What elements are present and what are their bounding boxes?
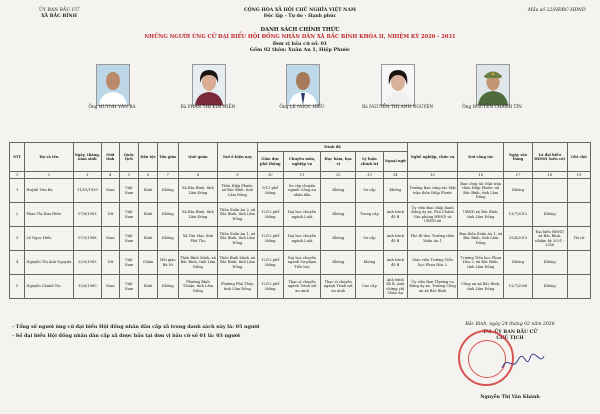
electoral-unit: Đơn vị bầu cử số: 01 bbox=[272, 41, 328, 47]
committee-name-line2: XÃ BẮC BÌNH bbox=[41, 14, 77, 19]
header-cell: Ngày vào Đảng bbox=[504, 143, 532, 172]
form-number: Mẫu số 22/HĐBC-HĐND bbox=[528, 8, 586, 13]
table-cell: 12/7/2006 bbox=[504, 275, 532, 299]
table-cell: Nam bbox=[102, 275, 120, 299]
column-number-cell: 7 bbox=[157, 172, 178, 179]
header-cell: Ghi chú bbox=[567, 143, 590, 172]
handwritten-signature bbox=[500, 352, 546, 374]
table-cell: Đại học chuyên ngành Luật bbox=[283, 227, 320, 251]
table-cell: 2 bbox=[10, 203, 25, 227]
column-number-cell: 17 bbox=[504, 172, 532, 179]
table-cell: 12/12 phổ thông bbox=[257, 275, 283, 299]
header-cell: Dân tộc bbox=[139, 143, 158, 172]
table-cell: Nam bbox=[102, 227, 120, 251]
doc-title: DANH SÁCH CHÍNH THỨC bbox=[260, 27, 340, 33]
table-cell: Ban công tác Mặt trận thôn Hiệp Phước, xã Bắc Bình, tỉnh Lâm Đồng bbox=[458, 179, 504, 203]
table-cell: Không bbox=[321, 203, 356, 227]
column-number-row bbox=[10, 172, 591, 179]
table-cell: Không bbox=[157, 203, 178, 227]
table-cell: Không bbox=[532, 275, 567, 299]
table-cell: 22/9/1985 bbox=[73, 251, 101, 275]
table-cell: Thôn Bình Minh, xã Bắc Bình, tỉnh Lâm Đồng bbox=[218, 251, 257, 275]
total-candidates: - Tổng số người ứng cử đại biểu Hội đồng nhân dân cấp xã trong danh sách này là: 05 người bbox=[12, 324, 260, 330]
table-cell: Việt Nam bbox=[119, 275, 139, 299]
signer-role-1: TM. ỦY BAN BẦU CỬ bbox=[482, 330, 538, 335]
table-cell: Anh trình độ B, Anh chứng chỉ Châu Âu bbox=[383, 275, 407, 299]
table-cell: Xã Tân Mai, tỉnh Phú Thọ bbox=[178, 227, 217, 251]
table-cell: Nữ bbox=[102, 251, 120, 275]
header-cell: Học hàm, học vị bbox=[321, 152, 356, 172]
table-cell: 12/12 phổ thông bbox=[257, 251, 283, 275]
table-cell: Không bbox=[504, 179, 532, 203]
table-cell: Anh trình độ B bbox=[383, 203, 407, 227]
table-cell: Sơ cấp chuyên ngành Công an nhân dân bbox=[283, 179, 320, 203]
column-number-cell: 1 bbox=[10, 172, 25, 179]
header-cell: Lý luận chính trị bbox=[356, 152, 383, 172]
table-row bbox=[10, 203, 591, 227]
column-number-cell: 3 bbox=[73, 172, 101, 179]
table-cell: Việt Nam bbox=[119, 203, 139, 227]
table-cell: Không bbox=[321, 251, 356, 275]
table-cell: Phường Bình Thuận, tỉnh Lâm Đồng bbox=[178, 275, 217, 299]
table-cell: Không bbox=[532, 251, 567, 275]
table-cell bbox=[532, 179, 567, 203]
table-cell bbox=[567, 275, 590, 299]
header-cell: Giới tính bbox=[102, 143, 120, 172]
table-row bbox=[10, 275, 591, 299]
header-cell: Ngoại ngữ bbox=[383, 152, 407, 172]
table-cell: Sơ cấp bbox=[356, 227, 383, 251]
table-cell: Không bbox=[383, 179, 407, 203]
candidate-photo-1 bbox=[96, 64, 130, 106]
table-cell: 1 bbox=[10, 179, 25, 203]
header-cell: Giáo dục phổ thông bbox=[257, 152, 283, 172]
photo-caption-1: Ông HUỲNH VĂN BA bbox=[88, 105, 136, 110]
table-cell: Phan Thị Kim Hiền bbox=[25, 203, 73, 227]
header-cell: STT bbox=[10, 143, 25, 172]
table-cell: Chăm bbox=[139, 251, 158, 275]
column-number-cell: 2 bbox=[25, 172, 73, 179]
table-cell: Đại học chuyên ngành Luật bbox=[283, 203, 320, 227]
committee-name-line1: ỦY BAN BẦU CỬ bbox=[39, 8, 79, 13]
nation-title: CỘNG HÒA XÃ HỘI CHỦ NGHĨA VIỆT NAM bbox=[244, 8, 356, 13]
table-row bbox=[10, 227, 591, 251]
table-cell: 12/12 phổ thông bbox=[257, 203, 283, 227]
table-cell: 3 bbox=[10, 227, 25, 251]
table-cell: Không bbox=[157, 227, 178, 251]
table-cell: Không bbox=[504, 251, 532, 275]
header-cell: Nơi ở hiện nay bbox=[218, 143, 257, 172]
candidate-table bbox=[9, 142, 591, 299]
table-cell: Kinh bbox=[139, 179, 158, 203]
table-cell: Đại học chuyên ngành Sư phạm Tiểu học bbox=[283, 251, 320, 275]
table-cell: Cao cấp bbox=[356, 275, 383, 299]
table-cell: Trung cấp bbox=[356, 203, 383, 227]
header-cell: Họ và tên bbox=[25, 143, 73, 172]
candidate-photo-5 bbox=[476, 64, 510, 106]
table-cell: Công an xã Bắc Bình, tỉnh Lâm Đồng bbox=[458, 275, 504, 299]
header-cell: Quê quán bbox=[178, 143, 217, 172]
table-cell: Ủy viên Ban chấp hành Đảng ủy xã, Phó Chánh Văn phòng HĐND và UBND xã bbox=[407, 203, 457, 227]
table-cell: Việt Nam bbox=[119, 227, 139, 251]
table-cell: 25/4/2013 bbox=[504, 227, 532, 251]
table-row bbox=[10, 251, 591, 275]
table-cell: Sơ cấp bbox=[356, 179, 383, 203]
table-cell: Không bbox=[157, 179, 178, 203]
table-cell: Hồi giáo Bà Ni bbox=[157, 251, 178, 275]
column-number-cell: 18 bbox=[532, 172, 567, 179]
header-group-education: Trình độ bbox=[257, 143, 407, 152]
photo-caption-5: Ông NGUYỄN CHÁNH TÍN bbox=[462, 105, 522, 110]
table-cell: Đại biểu HĐND xã Bắc Bình, nhiệm kỳ 2021 - 2026 bbox=[532, 227, 567, 251]
column-number-cell: 16 bbox=[458, 172, 504, 179]
header-cell: Chuyên môn, nghiệp vụ bbox=[283, 152, 320, 172]
table-cell: Trưởng Ban công tác Mặt trận thôn Hiệp Phước bbox=[407, 179, 457, 203]
photo-caption-4: Bà NGUYỄN THỊ ÁNH NGUYỆN bbox=[362, 105, 434, 110]
table-cell: Kinh bbox=[139, 227, 158, 251]
electoral-villages: Gồm 02 thôn: Xuân An 1, Hiệp Phước bbox=[249, 47, 351, 53]
header-cell: Nghề nghiệp, chức vụ bbox=[407, 143, 457, 172]
photo-caption-2: Bà PHAN THỊ KIM HIỀN bbox=[180, 105, 236, 110]
table-cell: 11/01/1959 bbox=[73, 179, 101, 203]
table-cell: Thạc sĩ chuyên ngành Trinh sát an ninh bbox=[283, 275, 320, 299]
table-cell: Tái cử bbox=[567, 227, 590, 251]
column-number-cell: 4 bbox=[102, 172, 120, 179]
candidate-photo-4 bbox=[381, 64, 415, 106]
header-cell: Quốc tịch bbox=[119, 143, 139, 172]
table-cell bbox=[567, 251, 590, 275]
table-cell: Việt Nam bbox=[119, 179, 139, 203]
table-cell: 13/7/2012 bbox=[504, 203, 532, 227]
table-cell: Phó Bí thư, Trưởng thôn Xuân An 1 bbox=[407, 227, 457, 251]
table-cell: Thôn Bình Minh, xã Bắc Bình, tỉnh Lâm Đồng bbox=[178, 251, 217, 275]
table-cell: Anh trình độ B bbox=[383, 251, 407, 275]
table-cell: Nam bbox=[102, 179, 120, 203]
column-number-cell: 10 bbox=[257, 172, 283, 179]
signing-date: Bắc Bình, ngày 24 tháng 02 năm 2026 bbox=[465, 322, 555, 327]
table-cell: Thôn Xuân An 2, xã Bắc Bình, tỉnh Lâm Đồng bbox=[218, 203, 257, 227]
column-number-cell: 19 bbox=[567, 172, 590, 179]
table-cell: Giáo viên Trường Tiểu học Phan Hòa 2 bbox=[407, 251, 457, 275]
column-number-cell: 5 bbox=[119, 172, 139, 179]
nation-motto: Độc lập - Tự do - Hạnh phúc bbox=[263, 14, 337, 19]
table-cell: Thạc sĩ chuyên ngành Trinh sát an ninh bbox=[321, 275, 356, 299]
table-cell: 07/8/1983 bbox=[73, 203, 101, 227]
table-cell: UBND xã Bắc Bình, tỉnh Lâm Đồng bbox=[458, 203, 504, 227]
table-cell: Nguyễn Chánh Tín bbox=[25, 275, 73, 299]
table-cell: Phường Phú Thủy, tỉnh Lâm Đồng bbox=[218, 275, 257, 299]
table-cell: 5 bbox=[10, 275, 25, 299]
column-number-cell: 9 bbox=[218, 172, 257, 179]
table-cell: Nữ bbox=[102, 203, 120, 227]
header-cell: Là đại biểu HĐND (nếu có) bbox=[532, 143, 567, 172]
table-cell: Không bbox=[532, 203, 567, 227]
header-cell: Ngày, tháng, năm sinh bbox=[73, 143, 101, 172]
table-cell: Ban thôn Xuân An 1, xã Bắc Bình, tỉnh Lâm Đồng bbox=[458, 227, 504, 251]
column-number-cell: 11 bbox=[283, 172, 320, 179]
column-number-cell: 14 bbox=[383, 172, 407, 179]
table-row bbox=[10, 179, 591, 203]
header-cell: Tôn giáo bbox=[157, 143, 178, 172]
table-cell: Kinh bbox=[139, 275, 158, 299]
column-number-cell: 13 bbox=[356, 172, 383, 179]
table-cell: Việt Nam bbox=[119, 251, 139, 275]
table-cell: Xã Bắc Bình, tỉnh Lâm Đồng bbox=[178, 203, 217, 227]
table-cell bbox=[567, 203, 590, 227]
table-cell: Không bbox=[321, 179, 356, 203]
table-cell: Anh trình độ B bbox=[383, 227, 407, 251]
table-cell bbox=[567, 179, 590, 203]
candidate-photo-3 bbox=[286, 64, 320, 106]
column-number-cell: 15 bbox=[407, 172, 457, 179]
header-cell: Nơi công tác bbox=[458, 143, 504, 172]
table-cell: Thôn Hiệp Phước, xã Bắc Bình, tỉnh Lâm Đồng bbox=[218, 179, 257, 203]
table-cell: Không bbox=[356, 251, 383, 275]
table-cell: Huỳnh Văn Ba bbox=[25, 179, 73, 203]
column-number-cell: 12 bbox=[321, 172, 356, 179]
signer-role-2: CHỦ TỊCH bbox=[496, 336, 524, 341]
elected-count: - Số đại biểu Hội đồng nhân dân cấp xã được bầu tại đơn vị bầu cử số 01 là: 03 người bbox=[12, 333, 240, 339]
table-cell: Thôn Xuân An 1, xã Bắc Bình, tỉnh Lâm Đồng bbox=[218, 227, 257, 251]
doc-subtitle: NHỮNG NGƯỜI ỨNG CỬ ĐẠI BIỂU HỘI ĐỒNG NHÂN DÂN XÃ BẮC BÌNH KHÓA II, NHIỆM KỲ 2026 - 2031 bbox=[144, 34, 456, 40]
table-cell: Trường Tiểu học Phan Hòa 2, xã Bắc Bình, tỉnh Lâm Đồng bbox=[458, 251, 504, 275]
signer-name: Nguyễn Thị Vân Khánh bbox=[480, 395, 540, 400]
photo-caption-3: Ông LÊ NGỌC HIẾU bbox=[279, 105, 325, 110]
table-cell: 12/12 phổ thông bbox=[257, 227, 283, 251]
table-cell: Ủy viên Ban Thường vụ Đảng ủy xã, Trưởng Công an xã Bắc Bình bbox=[407, 275, 457, 299]
table-cell: 9/12 phổ thông bbox=[257, 179, 283, 203]
table-cell: Kinh bbox=[139, 203, 158, 227]
column-number-cell: 8 bbox=[178, 172, 217, 179]
table-cell: 12/6/1980 bbox=[73, 275, 101, 299]
column-number-cell: 6 bbox=[139, 172, 158, 179]
candidate-photo-2 bbox=[192, 64, 226, 106]
table-cell: 4 bbox=[10, 251, 25, 275]
table-cell: Không bbox=[157, 275, 178, 299]
table-cell: Không bbox=[321, 227, 356, 251]
table-cell: Nguyễn Thị Ánh Nguyện bbox=[25, 251, 73, 275]
table-cell: 07/5/1988 bbox=[73, 227, 101, 251]
table-cell: Xã Bắc Bình, tỉnh Lâm Đồng bbox=[178, 179, 217, 203]
table-cell: Lê Ngọc Hiếu bbox=[25, 227, 73, 251]
